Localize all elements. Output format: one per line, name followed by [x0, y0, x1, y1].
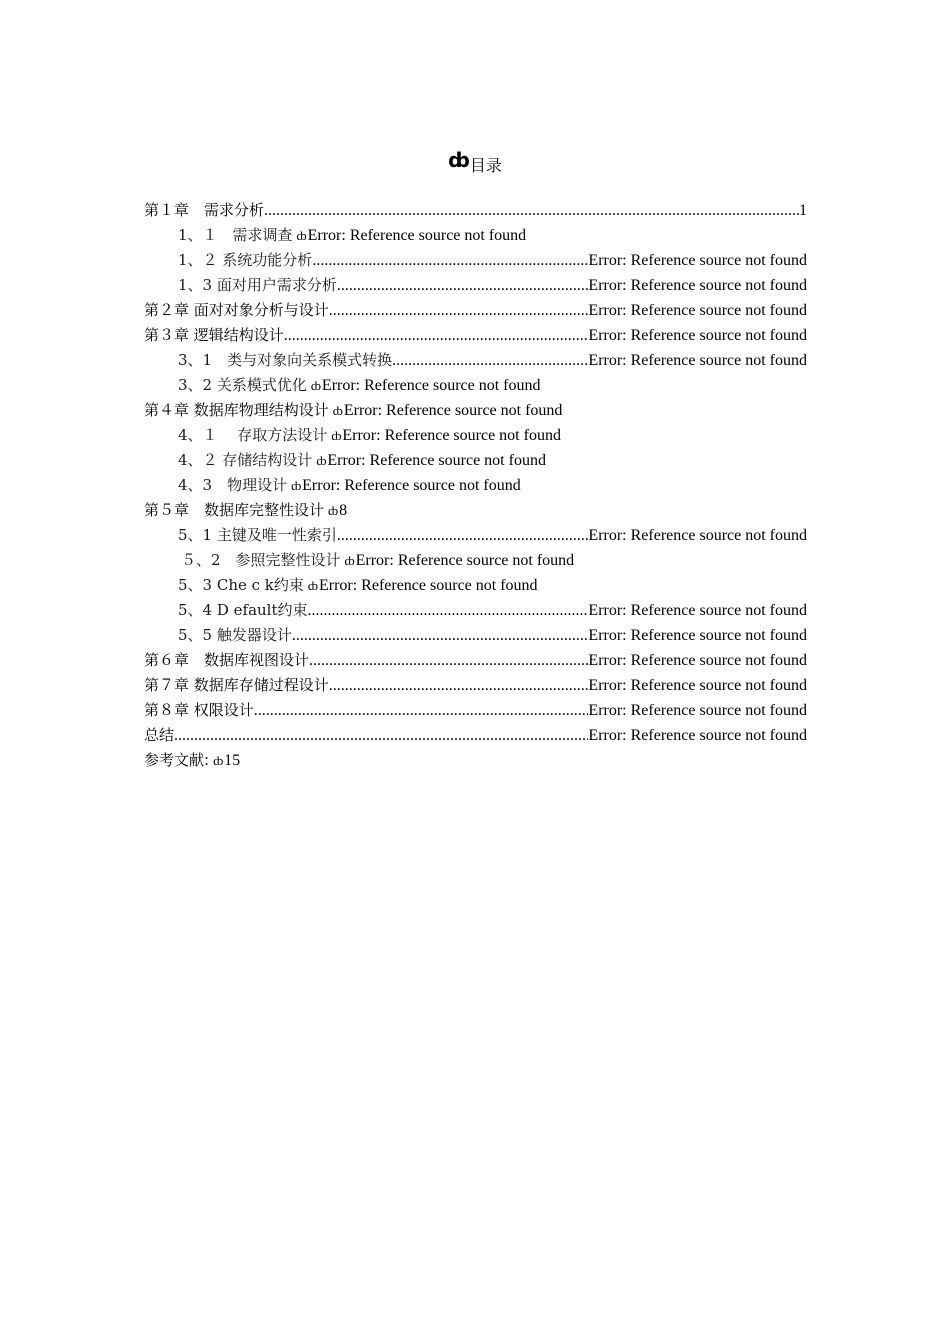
toc-entry-chapter[interactable]	[144, 723, 807, 748]
toc-page-reference: Error: Reference source not found	[302, 477, 521, 494]
toc-page-reference: Error: Reference source not found	[588, 727, 807, 744]
toc-page-reference: 8	[339, 502, 348, 519]
toc-separator-glyph: ȸ	[291, 478, 302, 493]
toc-dot-leader	[329, 673, 589, 698]
toc-entry-section[interactable]	[144, 223, 807, 248]
toc-entry-section[interactable]	[144, 598, 807, 623]
toc-entry-label: 第２章 面对对象分析与设计	[144, 301, 329, 319]
toc-separator-glyph: ȸ	[328, 503, 339, 518]
toc-dot-leader	[337, 523, 589, 548]
toc-page-reference: 15	[224, 752, 241, 769]
toc-entry-label: 第６章 数据库视图设计	[144, 651, 310, 669]
toc-page-reference: Error: Reference source not found	[588, 352, 807, 369]
toc-page-reference: Error: Reference source not found	[588, 702, 807, 719]
toc-dot-leader	[312, 248, 588, 273]
toc-entry-chapter[interactable]	[144, 198, 807, 223]
toc-entry-chapter[interactable]	[144, 648, 807, 673]
toc-dot-leader	[292, 623, 589, 648]
toc-page-reference: Error: Reference source not found	[588, 602, 807, 619]
toc-dot-leader	[337, 273, 589, 298]
toc-heading-text: 目录	[469, 158, 502, 175]
toc-entry-section[interactable]	[144, 623, 807, 648]
toc-entry-label: 4、２ 存储结构设计	[178, 451, 313, 469]
toc-entry-section[interactable]	[144, 523, 807, 548]
toc-separator-glyph: ȸ	[213, 753, 224, 768]
toc-dot-leader	[309, 648, 588, 673]
toc-entry-chapter[interactable]	[144, 323, 807, 348]
toc-entry-label: 第８章 权限设计	[144, 701, 254, 719]
toc-entry-section[interactable]	[144, 573, 807, 598]
toc-entry-section[interactable]	[144, 548, 807, 573]
toc-entry-label: 4、１ 存取方法设计	[178, 426, 328, 444]
toc-entry-section[interactable]	[144, 473, 807, 498]
toc-page-reference: Error: Reference source not found	[318, 577, 538, 594]
toc-entry-chapter[interactable]	[144, 398, 807, 423]
toc-entry-label: 1、１ 需求调查	[178, 226, 293, 244]
toc-entry-section[interactable]	[144, 348, 807, 373]
toc-entry-label: 总结	[144, 726, 175, 744]
toc-page-reference: Error: Reference source not found	[327, 452, 546, 469]
toc-dot-leader	[254, 698, 589, 723]
toc-page-reference: Error: Reference source not found	[355, 552, 575, 569]
toc-entry-label: ５、2 参照完整性设计	[181, 551, 341, 569]
toc-separator-glyph: ȸ	[296, 228, 307, 243]
toc-page-reference: Error: Reference source not found	[342, 427, 561, 444]
toc-entry-section[interactable]	[144, 248, 807, 273]
toc-entry-section[interactable]	[144, 423, 807, 448]
toc-entry-label: 1、3 面对用户需求分析	[178, 276, 337, 294]
toc-page-reference: Error: Reference source not found	[343, 402, 563, 419]
toc-heading-mark: ȸ	[448, 148, 470, 172]
toc-entry-section[interactable]	[144, 273, 807, 298]
toc-entry-label: 3、2 关系模式优化	[178, 376, 307, 394]
toc-dot-leader	[308, 598, 589, 623]
toc-page-reference: 1	[799, 202, 807, 219]
toc-dot-leader	[174, 723, 588, 748]
toc-page-reference: Error: Reference source not found	[588, 627, 807, 644]
toc-entry-label: 3、1 类与对象向关系模式转换	[178, 351, 393, 369]
toc-entry-label: 第７章 数据库存储过程设计	[144, 676, 329, 694]
toc-entry-label: 第５章 数据库完整性设计	[144, 501, 325, 519]
toc-entry-label: 5、3 Che c k约束	[178, 576, 304, 594]
toc-separator-glyph: ȸ	[310, 378, 321, 393]
toc-entry-label: 1、２ 系统功能分析	[178, 251, 313, 269]
toc-page-reference: Error: Reference source not found	[588, 652, 807, 669]
toc-entry-label: 5、4 D efault约束	[178, 601, 308, 619]
table-of-contents	[144, 198, 807, 773]
toc-entry-section[interactable]	[144, 373, 807, 398]
toc-page-reference: Error: Reference source not found	[321, 377, 541, 394]
toc-separator-glyph: ȸ	[344, 553, 355, 568]
toc-page-reference: Error: Reference source not found	[588, 252, 807, 269]
toc-entry-section[interactable]	[144, 448, 807, 473]
toc-entry-chapter[interactable]	[144, 498, 807, 523]
toc-entry-label: 4、3 物理设计	[178, 476, 288, 494]
toc-separator-glyph: ȸ	[332, 403, 343, 418]
toc-dot-leader	[284, 323, 589, 348]
toc-entry-label: 第４章 数据库物理结构设计	[144, 401, 329, 419]
toc-entry-label: 5、1 主键及唯一性索引	[178, 526, 337, 544]
toc-page-reference: Error: Reference source not found	[588, 527, 807, 544]
toc-entry-label: 第３章 逻辑结构设计	[144, 326, 284, 344]
toc-entry-chapter[interactable]	[144, 748, 807, 773]
toc-separator-glyph: ȸ	[316, 453, 327, 468]
toc-page-reference: Error: Reference source not found	[307, 227, 527, 244]
toc-page-reference: Error: Reference source not found	[588, 327, 807, 344]
toc-heading	[0, 148, 950, 179]
toc-entry-label: 参考文献:	[144, 751, 210, 769]
toc-page-reference: Error: Reference source not found	[588, 677, 807, 694]
toc-entry-chapter[interactable]	[144, 673, 807, 698]
toc-entry-label: 5、5 触发器设计	[178, 626, 292, 644]
toc-dot-leader	[329, 298, 589, 323]
toc-entry-label: 第１章 需求分析	[144, 201, 265, 219]
toc-entry-chapter[interactable]	[144, 698, 807, 723]
toc-dot-leader	[264, 198, 799, 223]
toc-page-reference: Error: Reference source not found	[588, 302, 807, 319]
toc-separator-glyph: ȸ	[331, 428, 342, 443]
toc-page-reference: Error: Reference source not found	[588, 277, 807, 294]
toc-separator-glyph: ȸ	[307, 578, 318, 593]
toc-entry-chapter[interactable]	[144, 298, 807, 323]
toc-dot-leader	[392, 348, 588, 373]
